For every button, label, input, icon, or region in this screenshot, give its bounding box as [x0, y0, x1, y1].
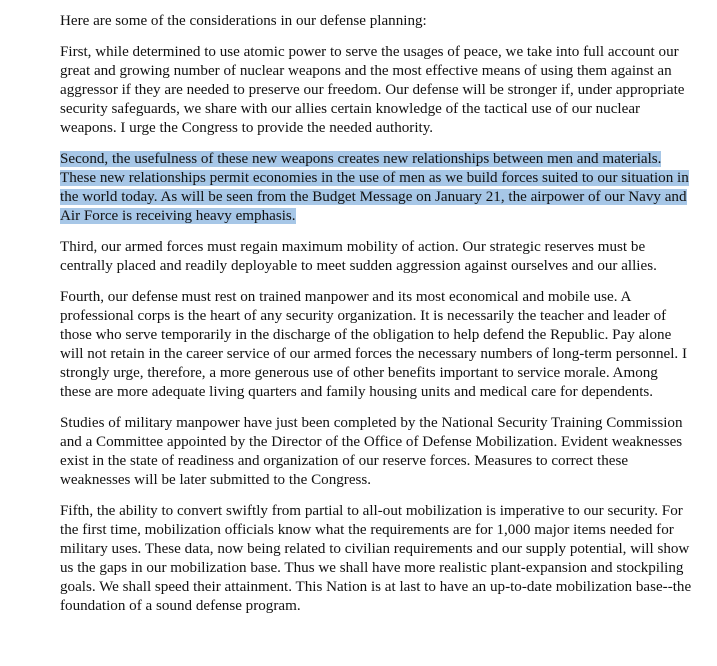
- paragraph-fifth: Fifth, the ability to convert swiftly from partial to all-out mobilization is imperative to our security. For the first time, mobilization officials know what the requirements are for 1,000 major items needed for military uses. These data, now being related to civilian requirements and our supply potential, will show us the gaps in our mobilization base. Thus we shall have more realistic plant-expansion and stockpiling goals. We shall speed their attainment. This Nation is at last to have an up-to-date mobilization base--the foundation of a sound defense program.: [60, 503, 692, 614]
- paragraph-first: First, while determined to use atomic power to serve the usages of peace, we take into full account our great and growing number of nuclear weapons and the most effective means of using them against an aggressor if they are needed to preserve our freedom. Our defense will be stronger if, under appropriate security safeguards, we share with our allies certain knowledge of the tactical use of our nuclear weapons. I urge the Congress to provide the needed authority.: [60, 44, 685, 136]
- paragraph-manpower-studies: Studies of military manpower have just been completed by the National Security Training Commission and a Committee appointed by the Director of the Office of Defense Mobilization. Evident weaknesses exist in the state of readiness and organization of our reserve forces. Measures to correct these weaknesses will be later submitted to the Congress.: [60, 415, 683, 488]
- text-selection[interactable]: Second, the usefulness of these new weapons creates new relationships between men and materials. These new relationships permit economies in the use of men as we build forces suited to our situation in the world today. As will be seen from the Budget Message on January 21, the airpower of our Navy and Air Force is receiving heavy emphasis.: [60, 151, 689, 224]
- paragraph-third: Third, our armed forces must regain maximum mobility of action. Our strategic reserves must be centrally placed and readily deployable to meet sudden aggression against ourselves and our allies.: [60, 239, 657, 274]
- document-body: [60, 12, 692, 628]
- paragraph-intro: Here are some of the considerations in our defense planning:: [60, 13, 427, 29]
- paragraph-fourth: Fourth, our defense must rest on trained manpower and its most economical and mobile use. A professional corps is the heart of any security organization. It is necessarily the teacher and leader of those who serve temporarily in the discharge of the obligation to help defend the Republic. Pay alone will not retain in the career service of our armed forces the necessary numbers of long-term personnel. I strongly urge, therefore, a more generous use of other benefits important to service morale. Among these are more adequate living quarters and family housing units and medical care for dependents.: [60, 289, 687, 400]
- paragraph-second-selected[interactable]: [60, 150, 692, 226]
